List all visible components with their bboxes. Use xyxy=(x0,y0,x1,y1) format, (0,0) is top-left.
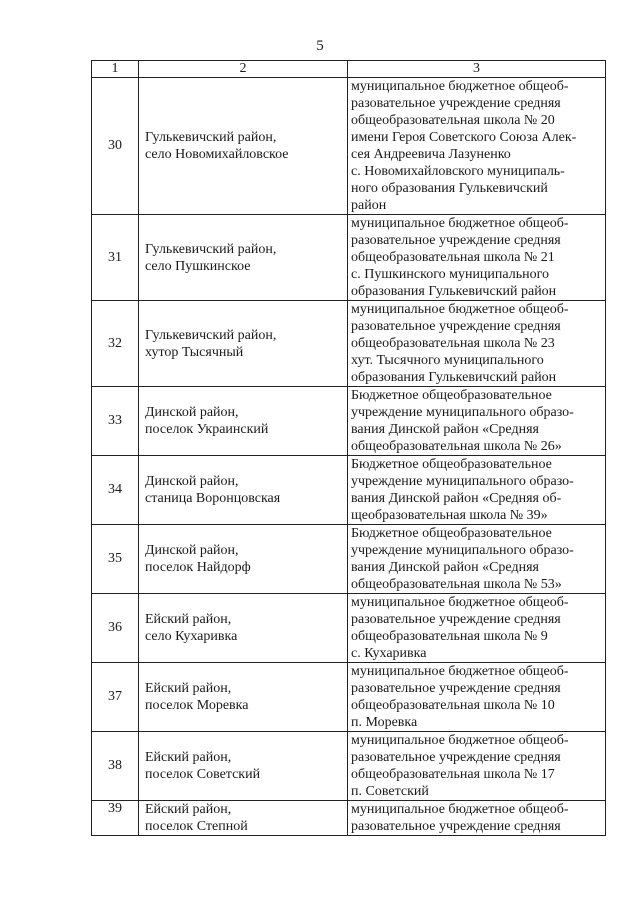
school-line: вания Динской район «Средняя об- xyxy=(351,491,562,506)
school-cell xyxy=(348,594,606,663)
district-line: село Пушкинское xyxy=(145,258,251,274)
row-number: 33 xyxy=(92,387,139,456)
school-line: сея Андреевича Лазуненко xyxy=(351,147,511,162)
school-line: Бюджетное общеобразовательное xyxy=(351,457,552,472)
school-cell xyxy=(348,525,606,594)
district-line: Гулькевичский район, xyxy=(145,327,277,343)
district-cell xyxy=(139,387,348,456)
school-line: хут. Тысячного муниципального xyxy=(351,353,544,368)
district-cell xyxy=(139,78,348,215)
district-line: Гулькевичский район, xyxy=(145,241,277,257)
district-line: Динской район, xyxy=(145,543,239,558)
school-line: ного образования Гулькевичский xyxy=(351,181,548,196)
school-line: учреждение муниципального образо- xyxy=(351,405,574,420)
table-row xyxy=(92,301,606,387)
school-line: с. Пушкинского муниципального xyxy=(351,267,550,282)
district-line: поселок Советский xyxy=(145,767,261,782)
school-cell xyxy=(348,456,606,525)
row-number: 30 xyxy=(92,78,139,215)
school-line: разовательное учреждение средняя xyxy=(351,96,561,111)
school-line: общеобразовательная школа № 9 xyxy=(351,629,548,644)
row-number: 34 xyxy=(92,456,139,525)
school-line: разовательное учреждение средняя xyxy=(351,750,561,765)
row-number: 37 xyxy=(92,663,139,732)
school-line: образования Гулькевичский район xyxy=(351,370,557,385)
school-cell xyxy=(348,663,606,732)
district-line: Гулькевичский район, xyxy=(145,130,277,145)
school-line: разовательное учреждение средняя xyxy=(351,681,561,696)
district-cell xyxy=(139,732,348,801)
table-row xyxy=(92,78,606,215)
table-row xyxy=(92,594,606,663)
district-line: Ейский район, xyxy=(145,750,232,765)
school-line: Бюджетное общеобразовательное xyxy=(351,388,552,403)
row-number: 35 xyxy=(92,525,139,594)
school-line: имени Героя Советского Союза Алек- xyxy=(351,130,577,145)
column-header-1: 1 xyxy=(92,61,139,78)
row-number: 36 xyxy=(92,594,139,663)
school-line: муниципальное бюджетное общеоб- xyxy=(351,664,569,679)
district-line: Ейский район, xyxy=(145,802,232,817)
school-line: вания Динской район «Средняя xyxy=(351,560,539,575)
district-line: поселок Найдорф xyxy=(145,560,251,575)
page-number: 5 xyxy=(316,38,324,54)
school-line: муниципальное бюджетное общеоб- xyxy=(351,79,569,94)
school-line: муниципальное бюджетное общеоб- xyxy=(351,595,569,610)
district-cell xyxy=(139,456,348,525)
school-line: муниципальное бюджетное общеоб- xyxy=(351,302,569,317)
column-header-3: 3 xyxy=(348,61,606,78)
school-line: щеобразовательная школа № 39» xyxy=(351,508,548,523)
row-number: 31 xyxy=(92,215,139,301)
column-header-2: 2 xyxy=(139,61,348,78)
school-line: с. Кухаривка xyxy=(351,646,427,661)
district-cell xyxy=(139,594,348,663)
school-line: разовательное учреждение средняя xyxy=(351,612,561,627)
district-line: Ейский район, xyxy=(145,681,232,696)
school-line: общеобразовательная школа № 53» xyxy=(351,577,562,592)
district-cell xyxy=(139,663,348,732)
school-line: учреждение муниципального образо- xyxy=(351,474,574,489)
district-line: Ейский район, xyxy=(145,612,232,627)
school-cell xyxy=(348,732,606,801)
district-line: поселок Украинский xyxy=(145,422,269,437)
school-line: разовательное учреждение средняя xyxy=(351,819,561,834)
table-row xyxy=(92,525,606,594)
table-row xyxy=(92,732,606,801)
school-cell xyxy=(348,78,606,215)
district-line: село Новомихайловское xyxy=(145,147,289,162)
district-cell xyxy=(139,301,348,387)
table-header-row xyxy=(92,61,606,78)
school-line: общеобразовательная школа № 17 xyxy=(351,767,555,782)
school-line: п. Советский xyxy=(351,784,429,799)
table-row xyxy=(92,387,606,456)
district-cell xyxy=(139,215,348,301)
table-row xyxy=(92,456,606,525)
school-line: общеобразовательная школа № 10 xyxy=(351,698,555,713)
district-line: станица Воронцовская xyxy=(145,491,281,506)
school-line: учреждение муниципального образо- xyxy=(351,543,574,558)
district-cell xyxy=(139,525,348,594)
row-number: 32 xyxy=(92,301,139,387)
table-row xyxy=(92,215,606,301)
school-line: муниципальное бюджетное общеоб- xyxy=(351,733,569,748)
school-line: муниципальное бюджетное общеоб- xyxy=(351,802,569,817)
row-number: 38 xyxy=(92,732,139,801)
school-line: вания Динской район «Средняя xyxy=(351,422,539,437)
school-line: разовательное учреждение средняя xyxy=(351,233,561,248)
school-line: образования Гулькевичский район xyxy=(351,284,557,299)
school-line: общеобразовательная школа № 21 xyxy=(351,250,555,265)
district-line: Динской район, xyxy=(145,405,239,420)
school-line: общеобразовательная школа № 23 xyxy=(351,336,555,351)
district-line: хутор Тысячный xyxy=(145,344,244,360)
school-cell xyxy=(348,215,606,301)
school-line: общеобразовательная школа № 26» xyxy=(351,439,562,454)
district-line: поселок Моревка xyxy=(145,698,249,713)
school-line: муниципальное бюджетное общеоб- xyxy=(351,216,569,231)
row-number: 39 xyxy=(92,801,139,836)
school-cell xyxy=(348,301,606,387)
school-cell xyxy=(348,801,606,836)
school-line: район xyxy=(351,198,387,213)
school-line: п. Моревка xyxy=(351,715,418,730)
district-line: Динской район, xyxy=(145,474,239,489)
school-line: Бюджетное общеобразовательное xyxy=(351,526,552,541)
district-cell xyxy=(139,801,348,836)
school-cell xyxy=(348,387,606,456)
schools-table xyxy=(91,60,606,836)
table-row xyxy=(92,801,606,836)
district-line: поселок Степной xyxy=(145,819,248,834)
school-line: разовательное учреждение средняя xyxy=(351,319,561,334)
district-line: село Кухаривка xyxy=(145,629,238,644)
school-line: общеобразовательная школа № 20 xyxy=(351,113,555,128)
table-row xyxy=(92,663,606,732)
school-line: с. Новомихайловского муниципаль- xyxy=(351,164,565,179)
